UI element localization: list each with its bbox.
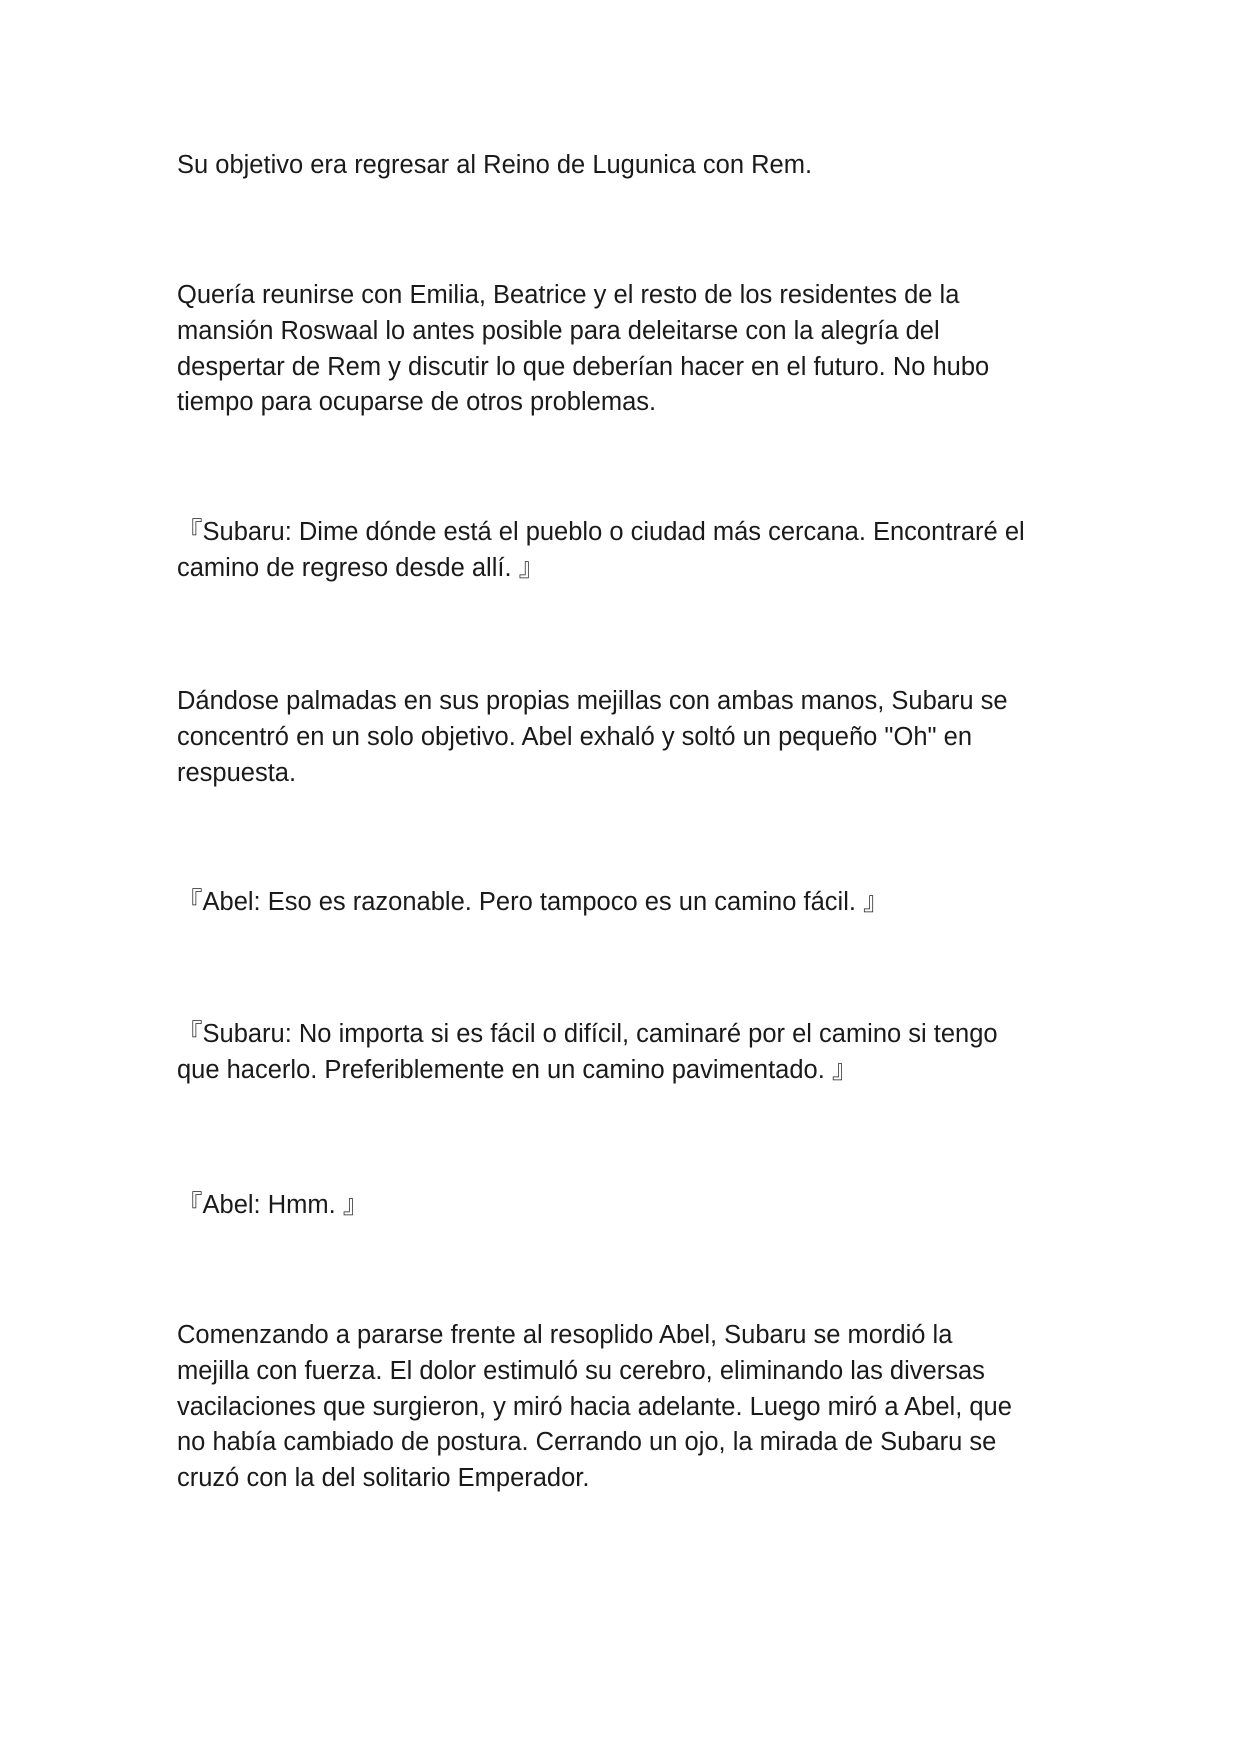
- text-line: Comenzando a pararse frente al resoplido Abel, Subaru se mordió la: [177, 1321, 953, 1349]
- paragraph-dialogue: [177, 1188, 1067, 1224]
- text-line: 『Subaru: No importa si es fácil o difícil, caminaré por el camino si tengo: [177, 1020, 998, 1048]
- text-line: camino de regreso desde allí. 』: [177, 553, 545, 582]
- text-line: Su objetivo era regresar al Reino de Lugunica con Rem.: [177, 151, 813, 179]
- paragraph-narration: [177, 684, 1067, 791]
- text-line: 『Abel: Hmm. 』: [177, 1191, 369, 1219]
- text-line: tiempo para ocuparse de otros problemas.: [177, 388, 657, 417]
- text-line: mansión Roswaal lo antes posible para deleitarse con la alegría del: [177, 316, 940, 345]
- text-line: vacilaciones que surgieron, y miró hacia adelante. Luego miró a Abel, que: [177, 1392, 1012, 1421]
- text-line: cruzó con la del solitario Emperador.: [177, 1464, 590, 1493]
- paragraph-narration: [177, 1318, 1067, 1497]
- text-line: que hacerlo. Preferiblemente en un camino pavimentado. 』: [177, 1055, 858, 1084]
- text-line: concentró en un solo objetivo. Abel exhaló y soltó un pequeño "Oh" en: [177, 722, 972, 751]
- paragraph-dialogue: [177, 515, 1067, 587]
- text-line: respuesta.: [177, 758, 297, 787]
- text-line: Quería reunirse con Emilia, Beatrice y el resto de los residentes de la: [177, 281, 960, 309]
- text-line: 『Abel: Eso es razonable. Pero tampoco es un camino fácil. 』: [177, 888, 889, 916]
- text-line: despertar de Rem y discutir lo que deberían hacer en el futuro. No hubo: [177, 352, 990, 381]
- text-line: 『Subaru: Dime dónde está el pueblo o ciudad más cercana. Encontraré el: [177, 518, 1025, 546]
- paragraph-narration: [177, 148, 1067, 184]
- paragraph-dialogue: [177, 885, 1067, 921]
- text-line: Dándose palmadas en sus propias mejillas con ambas manos, Subaru se: [177, 687, 1008, 715]
- paragraph-narration: [177, 278, 1067, 421]
- paragraph-dialogue: [177, 1017, 1067, 1089]
- text-line: mejilla con fuerza. El dolor estimuló su cerebro, eliminando las diversas: [177, 1356, 985, 1385]
- text-line: no había cambiado de postura. Cerrando un ojo, la mirada de Subaru se: [177, 1428, 997, 1457]
